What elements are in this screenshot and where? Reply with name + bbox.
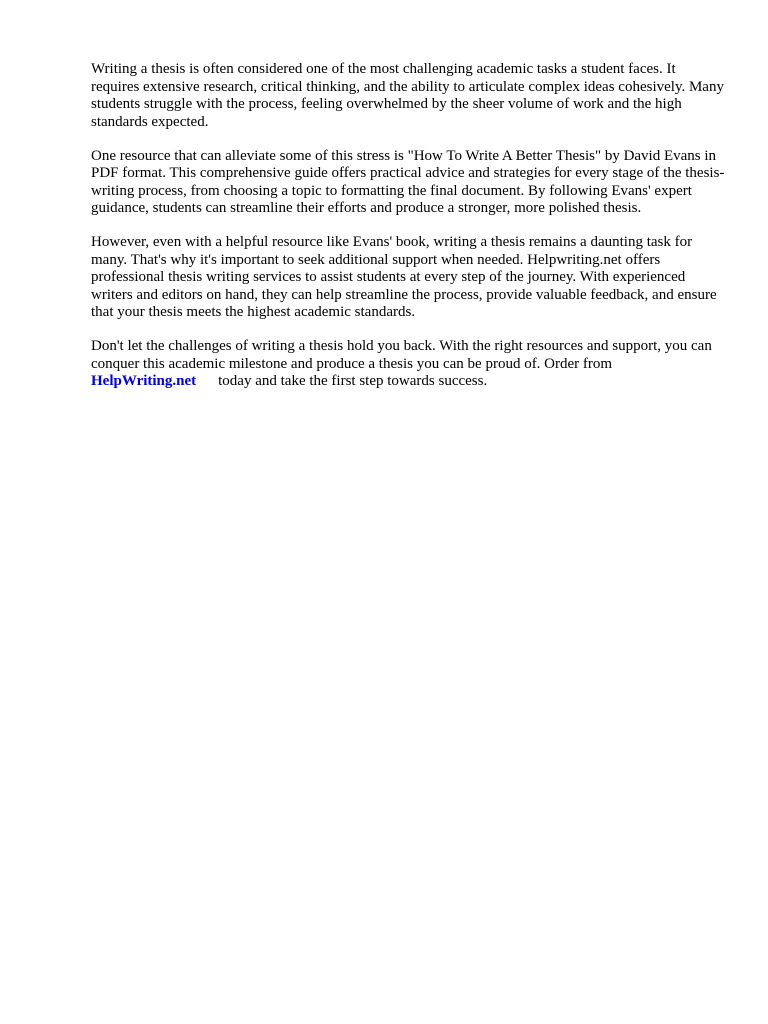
closing-text-after: today and take the first step towards success.	[218, 373, 488, 389]
paragraph-support: However, even with a helpful resource like Evans' book, writing a thesis remains a daunting task for many. That's why it's important to seek additional support when needed. Helpwriting.net offers professional thesis writing services to assist students at every step of the journey. With experienced writers and editors on hand, they can help streamline the process, provide valuable feedback, and ensure that your thesis meets the highest academic standards.	[91, 234, 717, 320]
closing-text-before: Don't let the challenges of writing a thesis hold you back. With the right resources and support, you can conquer this academic milestone and produce a thesis you can be proud of. Order from	[91, 338, 712, 372]
document-body	[91, 61, 727, 407]
helpwriting-link[interactable]: HelpWriting.net	[91, 373, 197, 389]
paragraph-resource: One resource that can alleviate some of this stress is "How To Write A Better Thesis" by David Evans in PDF format. This comprehensive guide offers practical advice and strategies for every stage of the thesis-writing process, from choosing a topic to formatting the final document. By following Evans' expert guidance, students can streamline their efforts and produce a stronger, more polished thesis.	[91, 147, 725, 216]
paragraph-intro: Writing a thesis is often considered one of the most challenging academic tasks a student faces. It requires extensive research, critical thinking, and the ability to articulate complex ideas cohesively. Many students struggle with the process, feeling overwhelmed by the sheer volume of work and the high standards expected.	[91, 61, 724, 130]
paragraph-closing	[91, 338, 727, 391]
